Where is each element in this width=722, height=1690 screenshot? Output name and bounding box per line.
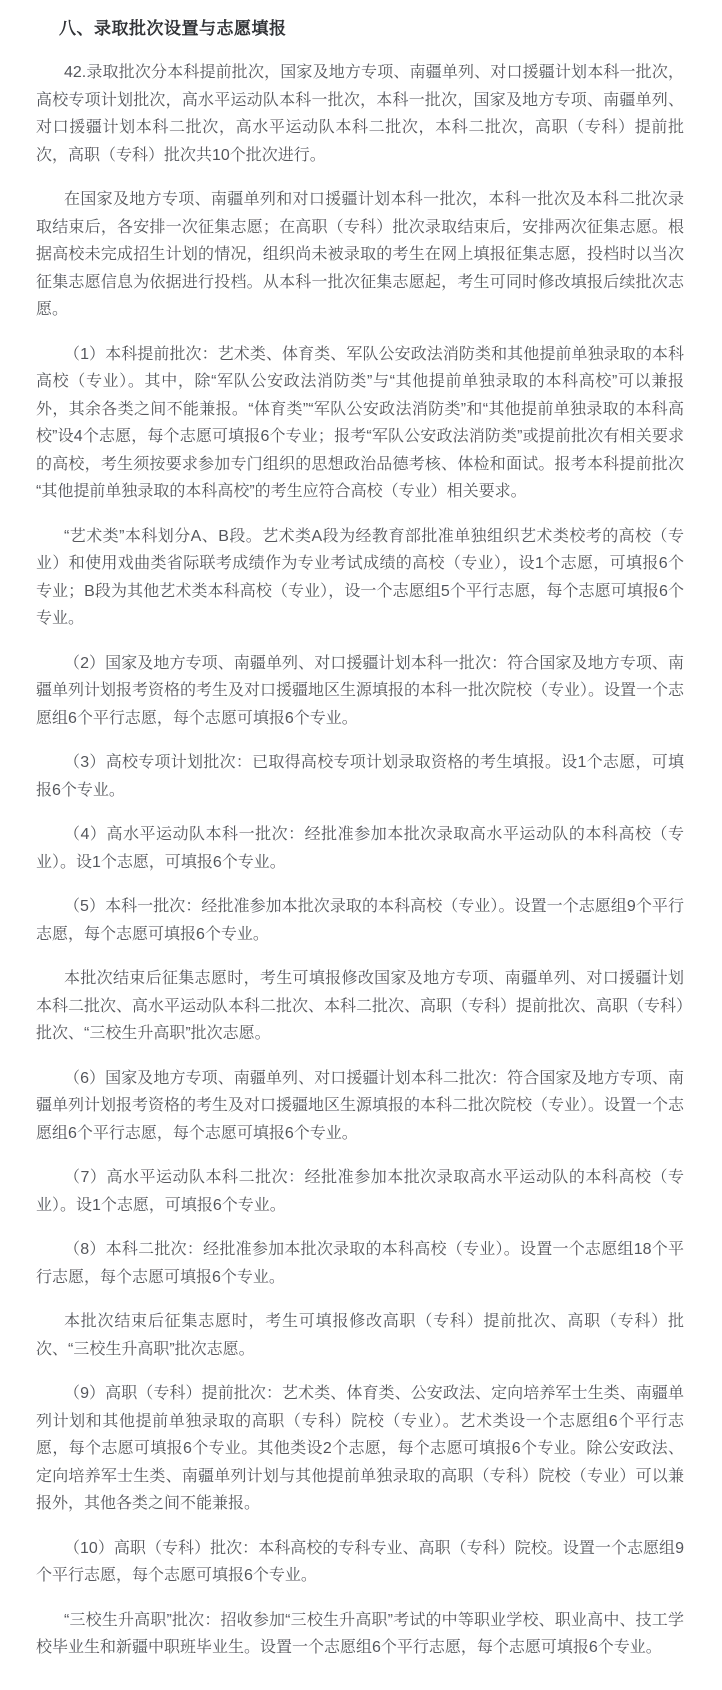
paragraph-item-10-gaozhi-pici: （10）高职（专科）批次：本科高校的专科专业、高职（专科）院校。设置一个志愿组9个平行志愿，每个志愿可填报6个专业。 xyxy=(36,1539,684,1584)
paragraph-zhengji-after-yipici: 本批次结束后征集志愿时，考生可填报修改国家及地方专项、南疆单列、对口援疆计划本科二批次、高水平运动队本科二批次、本科二批次、高职（专科）提前批次、高职（专科）批次、“三校生升高职”批次志愿。 xyxy=(36,970,685,1042)
paragraph-item-9-gaozhi-tiqian: （9）高职（专科）提前批次：艺术类、体育类、公安政法、定向培养军士生类、南疆单列计划和其他提前单独录取的高职（专科）院校（专业）。艺术类设一个志愿组6个平行志愿，每个志愿可填报6个专业。其他类设2个志愿，每个志愿可填报6个专业。除公安政法、定向培养军士生类、南疆单列计划与其他提前单独录取的高职（专科）院校（专业）可以兼报外，其他各类之间不能兼报。 xyxy=(36,1385,684,1512)
paragraph-zhengji-zhiyuan-rules: 在国家及地方专项、南疆单列和对口援疆计划本科一批次，本科一批次及本科二批次录取结束后，各安排一次征集志愿；在高职（专科）批次录取结束后，安排两次征集志愿。根据高校未完成招生计划的情况，组织尚未被录取的考生在网上填报征集志愿，投档时以当次征集志愿信息为依据进行投档。从本科一批次征集志愿起，考生可同时修改填报后续批次志愿。 xyxy=(36,191,684,318)
paragraph-item-6-benke-erpici-zhuanxiang: （6）国家及地方专项、南疆单列、对口援疆计划本科二批次：符合国家及地方专项、南疆单列计划报考资格的考生及对口援疆地区生源填报的本科二批次院校（专业）。设置一个志愿组6个平行志愿，每个志愿可填报6个专业。 xyxy=(36,1069,685,1142)
paragraph-item-1-benke-tiqian: （1）本科提前批次：艺术类、体育类、军队公安政法消防类和其他提前单独录取的本科高校（专业）。其中，除“军队公安政法消防类”与“其他提前单独录取的本科高校”可以兼报外，其余各类之间不能兼报。“体育类”“军队公安政法消防类”和“其他提前单独录取的本科高校”设4个志愿，每个志愿可填报6个专业；报考“军队公安政法消防类”或提前批次有相关要求的高校，考生须按要求参加专门组织的思想政治品德考核、体检和面试。报考本科提前批次“其他提前单独录取的本科高校”的考生应符合高校（专业）相关要求。 xyxy=(36,345,684,500)
paragraph-sanxiaosheng-pici: “三校生升高职”批次：招收参加“三校生升高职”考试的中等职业学校、职业高中、技工学校毕业生和新疆中职班毕业生。设置一个志愿组6个平行志愿，每个志愿可填报6个专业。 xyxy=(36,1611,684,1656)
section-heading: 八、录取批次设置与志愿填报 xyxy=(59,19,287,38)
paragraph-item-2-benke-yipici: （2）国家及地方专项、南疆单列、对口援疆计划本科一批次：符合国家及地方专项、南疆单列计划报考资格的考生及对口援疆地区生源填报的本科一批次院校（专业）。设置一个志愿组6个平行志愿，每个志愿可填报6个专业。 xyxy=(36,654,685,727)
paragraph-item-5-benke-yipici: （5）本科一批次：经批准参加本批次录取的本科高校（专业）。设置一个志愿组9个平行志愿，每个志愿可填报6个专业。 xyxy=(36,898,684,943)
paragraph-zhengji-after-erpici: 本批次结束后征集志愿时，考生可填报修改高职（专科）提前批次、高职（专科）批次、“三校生升高职”批次志愿。 xyxy=(36,1313,684,1358)
paragraph-item-8-benke-erpici: （8）本科二批次：经批准参加本批次录取的本科高校（专业）。设置一个志愿组18个平行志愿，每个志愿可填报6个专业。 xyxy=(36,1241,684,1286)
paragraph-item-3-gaoxiao-zhuanxiang: （3）高校专项计划批次：已取得高校专项计划录取资格的考生填报。设1个志愿，可填报6个专业。 xyxy=(36,754,684,799)
paragraph-item-4-yundongdui-yipici: （4）高水平运动队本科一批次：经批准参加本批次录取高水平运动队的本科高校（专业）。设1个志愿，可填报6个专业。 xyxy=(36,826,684,871)
paragraph-batch-overview: 42.录取批次分本科提前批次，国家及地方专项、南疆单列、对口援疆计划本科一批次，高校专项计划批次，高水平运动队本科一批次，本科一批次，国家及地方专项、南疆单列、对口援疆计划本科二批次，高水平运动队本科二批次，本科二批次，高职（专科）提前批次，高职（专科）批次共10个批次进行。 xyxy=(36,64,684,164)
paragraph-item-7-yundongdui-erpici: （7）高水平运动队本科二批次：经批准参加本批次录取高水平运动队的本科高校（专业）。设1个志愿，可填报6个专业。 xyxy=(36,1169,684,1214)
paragraph-art-class-ab-section: “艺术类”本科划分A、B段。艺术类A段为经教育部批准单独组织艺术类校考的高校（专业）和使用戏曲类省际联考成绩作为专业考试成绩的高校（专业），设1个志愿，可填报6个专业；B段为其他艺术类本科高校（专业），设一个志愿组5个平行志愿，每个志愿可填报6个专业。 xyxy=(36,527,684,627)
